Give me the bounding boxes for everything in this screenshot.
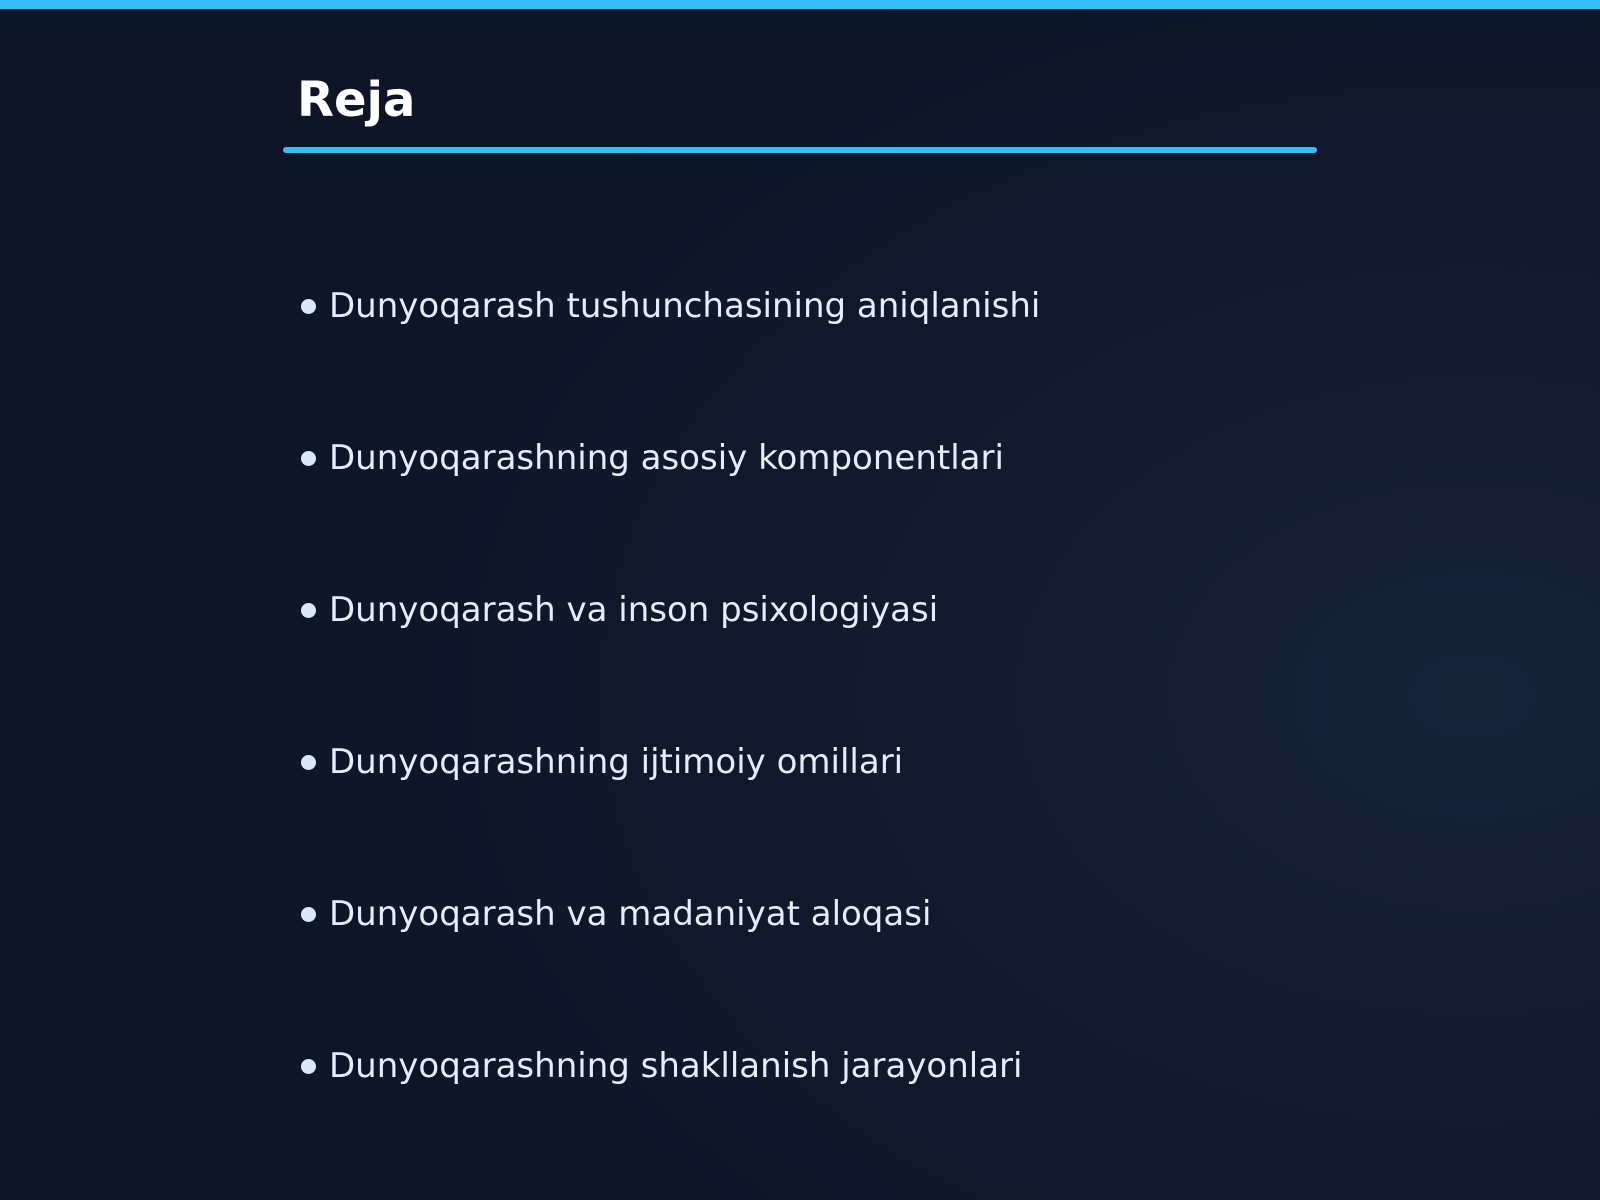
agenda-item-text: Dunyoqarash va madaniyat aloqasi [329,894,932,934]
agenda-item [301,585,938,635]
agenda-item-text: Dunyoqarashning ijtimoiy omillari [329,742,904,782]
agenda-item-text: Dunyoqarashning asosiy komponentlari [329,438,1004,478]
bullet-icon [301,451,316,466]
title-underline [283,147,1317,153]
top-accent-bar [0,0,1600,9]
agenda-item [301,889,931,939]
agenda-item-text: Dunyoqarash va inson psixologiyasi [329,590,939,630]
bullet-icon [301,1059,316,1074]
agenda-item-text: Dunyoqarash tushunchasining aniqlanishi [329,286,1041,326]
slide-title: Reja [297,72,416,128]
bullet-icon [301,603,316,618]
agenda-item [301,1041,1022,1091]
agenda-item [301,433,1004,483]
bullet-icon [301,907,316,922]
agenda-item-text: Dunyoqarashning shakllanish jarayonlari [329,1046,1023,1086]
bullet-icon [301,755,316,770]
agenda-item [301,737,903,787]
agenda-item [301,281,1040,331]
bullet-icon [301,299,316,314]
